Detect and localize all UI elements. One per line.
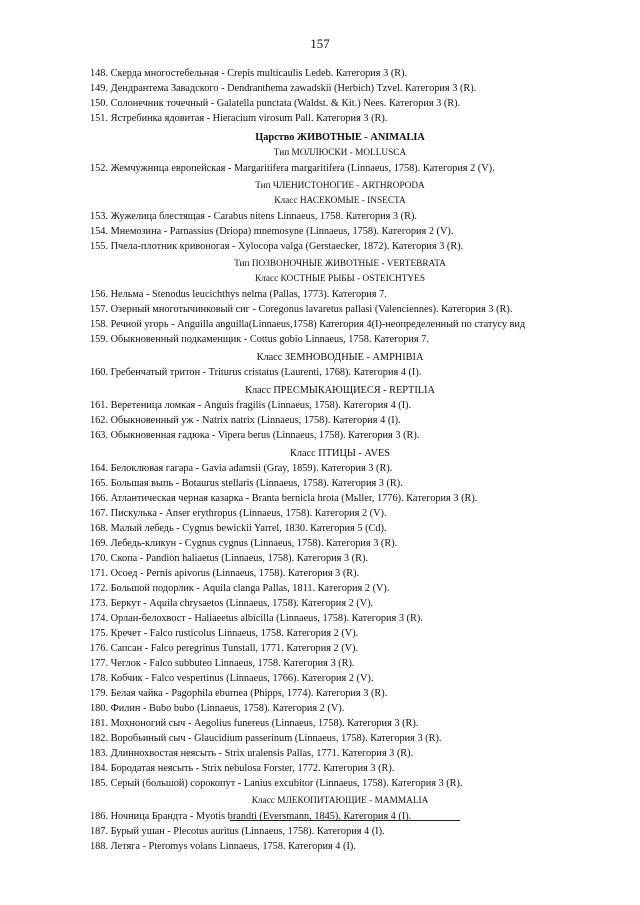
- page-number: 157: [310, 36, 330, 51]
- list-item: 159. Обыкновенный подкаменщик - Cottus gobio Linnaeus, 1758. Категория 7.: [90, 334, 429, 345]
- list-item: 180. Филин - Bubo bubo (Linnaeus, 1758). Категория 2 (V).: [90, 703, 345, 714]
- class-heading-osteichtyes: Класс КОСТНЫЕ РЫБЫ - OSTEICHTYES: [254, 274, 425, 284]
- list-item: 169. Лебедь-кликун - Cygnus cygnus (Linnaeus, 1758). Категория 3 (R).: [90, 538, 398, 549]
- list-item: 148. Скерда многостебельная - Crepis multicaulis Ledeb. Категория 3 (R).: [90, 68, 408, 79]
- list-item: 153. Жужелица блестящая - Carabus nitens Linnaeus, 1758. Категория 3 (R).: [90, 211, 417, 222]
- class-heading-mammalia: Класс МЛЕКОПИТАЮЩИЕ - MAMMALIA: [251, 796, 429, 806]
- list-item: 163. Обыкновенная гадюка - Vipera berus (Linnaeus, 1758). Категория 3 (R).: [90, 430, 420, 441]
- list-item: 161. Веретеница ломкая - Anguis fragilis (Linnaeus, 1758). Категория 4 (I).: [90, 400, 412, 411]
- list-item: 158. Речной угорь - Anguilla anguilla(Linnaeus,1758) Категория 4(I)-неопределенный по статусу вид: [90, 319, 526, 330]
- list-item: 156. Нельма - Stenodus leucichthys nelma (Pallas, 1773). Категория 7.: [90, 289, 387, 300]
- list-item: 164. Белоклювая гагара - Gavia adamsii (Gray, 1859). Категория 3 (R).: [90, 463, 393, 474]
- list-item: 175. Кречет - Falco rusticolus Linnaeus, 1758. Категория 2 (V).: [90, 628, 359, 639]
- footer-divider: [230, 820, 460, 821]
- list-item: 184. Бородатая неясыть - Strix nebulosa Forster, 1772. Категория 3 (R).: [90, 763, 395, 774]
- list-item: 176. Сапсан - Falco peregrinus Tunstall, 1771. Категория 2 (V).: [90, 643, 359, 654]
- page-body: [90, 66, 590, 854]
- list-item: 182. Воробьиный сыч - Glaucidium passerinum (Linnaeus, 1758). Категория 3 (R).: [90, 733, 442, 744]
- list-item: 183. Длиннохвостая неясыть - Strix uralensis Pallas, 1771. Категория 3 (R).: [90, 748, 414, 759]
- list-item: 160. Гребенчатый тритон - Triturus cristatus (Laurenti, 1768). Категория 4 (I).: [90, 367, 422, 378]
- list-item: 168. Малый лебедь - Cygnus bewickii Yarrel, 1830. Категория 5 (Cd).: [90, 523, 387, 534]
- list-item: 167. Пискулька - Anser erythropus (Linnaeus, 1758). Категория 2 (V).: [90, 508, 387, 519]
- plants-list: [90, 66, 590, 126]
- class-heading-amphibia: Класс ЗЕМНОВОДНЫЕ - AMPHIBIA: [256, 352, 424, 363]
- kingdom-heading: Царство ЖИВОТНЫЕ - ANIMALIA: [255, 132, 425, 143]
- type-heading-vertebrata: Тип ПОЗВОНОЧНЫЕ ЖИВОТНЫЕ - VERTEBRATA: [234, 259, 446, 269]
- list-item: 186. Ночница Брандта - Myotis brandti (Eversmann, 1845). Категория 4 (I).: [90, 811, 412, 822]
- list-item: 155. Пчела-плотник кривоногая - Xylocopa valga (Gerstaecker, 1872). Категория 3 (R).: [90, 241, 464, 252]
- list-item: 174. Орлан-белохвост - Haliaeetus albicilla (Linnaeus, 1758). Категория 3 (R).: [90, 613, 423, 624]
- list-item: 150. Солонечник точечный - Galatella punctata (Waldst. & Kit.) Nees. Категория 3 (R).: [90, 98, 461, 109]
- type-heading-arthropoda: Тип ЧЛЕНИСТОНОГИЕ - ARTHROPODA: [255, 181, 425, 191]
- list-item: 188. Летяга - Pteromys volans Linnaeus, 1758. Категория 4 (I).: [90, 841, 356, 852]
- list-item: 157. Озерный многотычинковый сиг - Coregonus lavaretus pallasi (Valenciennes). Категория 3 (R).: [90, 304, 513, 315]
- list-item: 154. Мнемозина - Parnassius (Driopa) mnemosyne (Linnaeus, 1758). Категория 2 (V).: [90, 226, 454, 237]
- list-item: 178. Кобчик - Falco vespertinus (Linnaeus, 1766). Категория 2 (V).: [90, 673, 374, 684]
- class-heading-reptilia: Класс ПРЕСМЫКАЮЩИЕСЯ - REPTILIA: [245, 385, 435, 396]
- list-item: 185. Серый (большой) сорокопут - Lanius excubitor (Linnaeus, 1758). Категория 3 (R).: [90, 778, 463, 789]
- list-item: 181. Мохноногий сыч - Aegolius funereus (Linnaeus, 1758). Категория 3 (R).: [90, 718, 419, 729]
- list-item: 166. Атлантическая черная казарка - Branta bernicla hrota (Mьller, 1776). Категория 3 (R).: [90, 493, 478, 504]
- list-item: 172. Большой подорлик - Aquila clanga Pallas, 1811. Категория 2 (V).: [90, 583, 390, 594]
- class-heading-aves: Класс ПТИЦЫ - AVES: [289, 448, 390, 459]
- list-item: 170. Скопа - Pandion haliaetus (Linnaeus, 1758). Категория 3 (R).: [90, 553, 368, 564]
- list-item: 162. Обыкновенный уж - Natrix natrix (Linnaeus, 1758). Категория 4 (I).: [90, 415, 401, 426]
- list-item: 151. Ястребинка ядовитая - Hieracium virosum Pall. Категория 3 (R).: [90, 113, 388, 124]
- list-item: 187. Бурый ушан - Plecotus auritus (Linnaeus, 1758). Категория 4 (I).: [90, 826, 385, 837]
- list-item: 173. Беркут - Aquila chrysaetos (Linnaeus, 1758). Категория 2 (V).: [90, 598, 374, 609]
- list-item: 177. Чеглок - Falco subbuteo Linnaeus, 1758. Категория 3 (R).: [90, 658, 355, 669]
- list-item: 171. Осоед - Pernis apivorus (Linnaeus, 1758). Категория 3 (R).: [90, 568, 360, 579]
- list-item: 179. Белая чайка - Pagophila eburnea (Phipps, 1774). Категория 3 (R).: [90, 688, 388, 699]
- type-heading-mollusca: Тип МОЛЛЮСКИ - MOLLUSCA: [273, 148, 407, 158]
- class-heading-insecta: Класс НАСЕКОМЫЕ - INSECTA: [274, 196, 406, 206]
- list-item: 149. Дендрантема Завадского - Dendranthema zawadskii (Herbich) Tzvel. Категория 3 (R).: [90, 83, 477, 94]
- list-item: 152. Жемчужница европейская - Margaritifera margaritifera (Linnaeus, 1758). Категория 2 (V).: [90, 163, 495, 174]
- list-item: 165. Большая выпь - Botaurus stellaris (Linnaeus, 1758). Категория 3 (R).: [90, 478, 403, 489]
